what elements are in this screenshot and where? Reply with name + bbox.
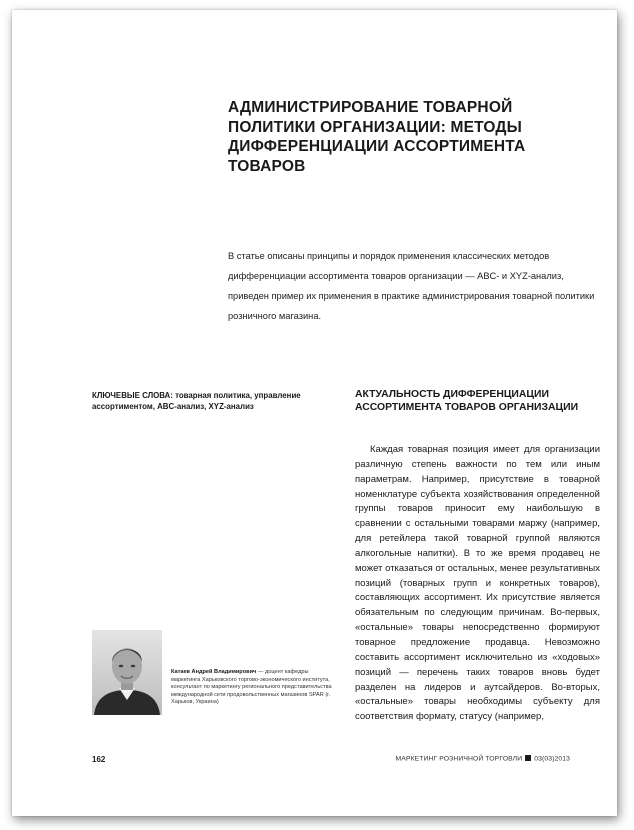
author-info — [171, 669, 339, 707]
issue-number: 03(03)2013 — [534, 755, 570, 763]
running-footer — [396, 755, 570, 763]
keywords-label: КЛЮЧЕВЫЕ СЛОВА: — [92, 391, 173, 400]
magazine-name: МАРКЕТИНГ РОЗНИЧНОЙ ТОРГОВЛИ — [395, 755, 523, 763]
author-photo — [92, 630, 162, 715]
body-text: Каждая товарная позиция имеет для организации различную степень важности по тем или иным параметрам. Например, присутствие в товарной номенклатуре субъекта хозяйствования определенной группы товаров приносит ему наибольшую в сравнении с остальными товарами маржу (например, для ретейлера такой товарной группой являются алкогольные напитки). В то же время продавец не может отказаться от остальных, менее результативных позиций (товарных групп и конкретных товаров), составляющих ассортимент. Их присутствие является обязательным по следующим причинам. Во-первых, «остальные» товары непосредственно формируют товарное предложение продавца. Невозможно составить ассортимент исключительно из «ходовых» позиций — перечень таких товаров вновь будет разделен на лидеров и аутсайдеров. Во-вторых, «остальные» товары необходимы субъекту для соответствия формату, статусу (например, — [355, 444, 600, 723]
magazine-page — [12, 10, 617, 816]
author-bio: — доцент кафедры маркетинга Харьковского торгово-экономического института, консультант по маркетингу регионального представительства международной сети продовольственных магазинов SPAR (г. Харьков, Украина) — [171, 669, 332, 705]
author-name: Катаев Андрей Владимирович — [171, 669, 257, 675]
keywords-list: товарная политика, управление ассортиментом, ABC-анализ, XYZ-анализ — [92, 391, 301, 411]
article-title: АДМИНИСТРИРОВАНИЕ ТОВАРНОЙ ПОЛИТИКИ ОРГАНИЗАЦИИ: МЕТОДЫ ДИФФЕРЕНЦИАЦИИ АССОРТИМЕНТА ТОВАРОВ — [228, 99, 526, 175]
article-abstract: В статье описаны принципы и порядок применения классических методов дифференциации ассортимента товаров организации — ABC- и XYZ-анализ, приведен пример их применения в практике администрирования товарной политики розничного магазина. — [228, 251, 595, 321]
page-number: 162 — [92, 755, 106, 764]
section-heading: АКТУАЛЬНОСТЬ ДИФФЕРЕНЦИАЦИИ АССОРТИМЕНТА ТОВАРОВ ОРГАНИЗАЦИИ — [355, 389, 579, 413]
keywords — [92, 390, 330, 412]
square-bullet-icon — [525, 755, 531, 761]
